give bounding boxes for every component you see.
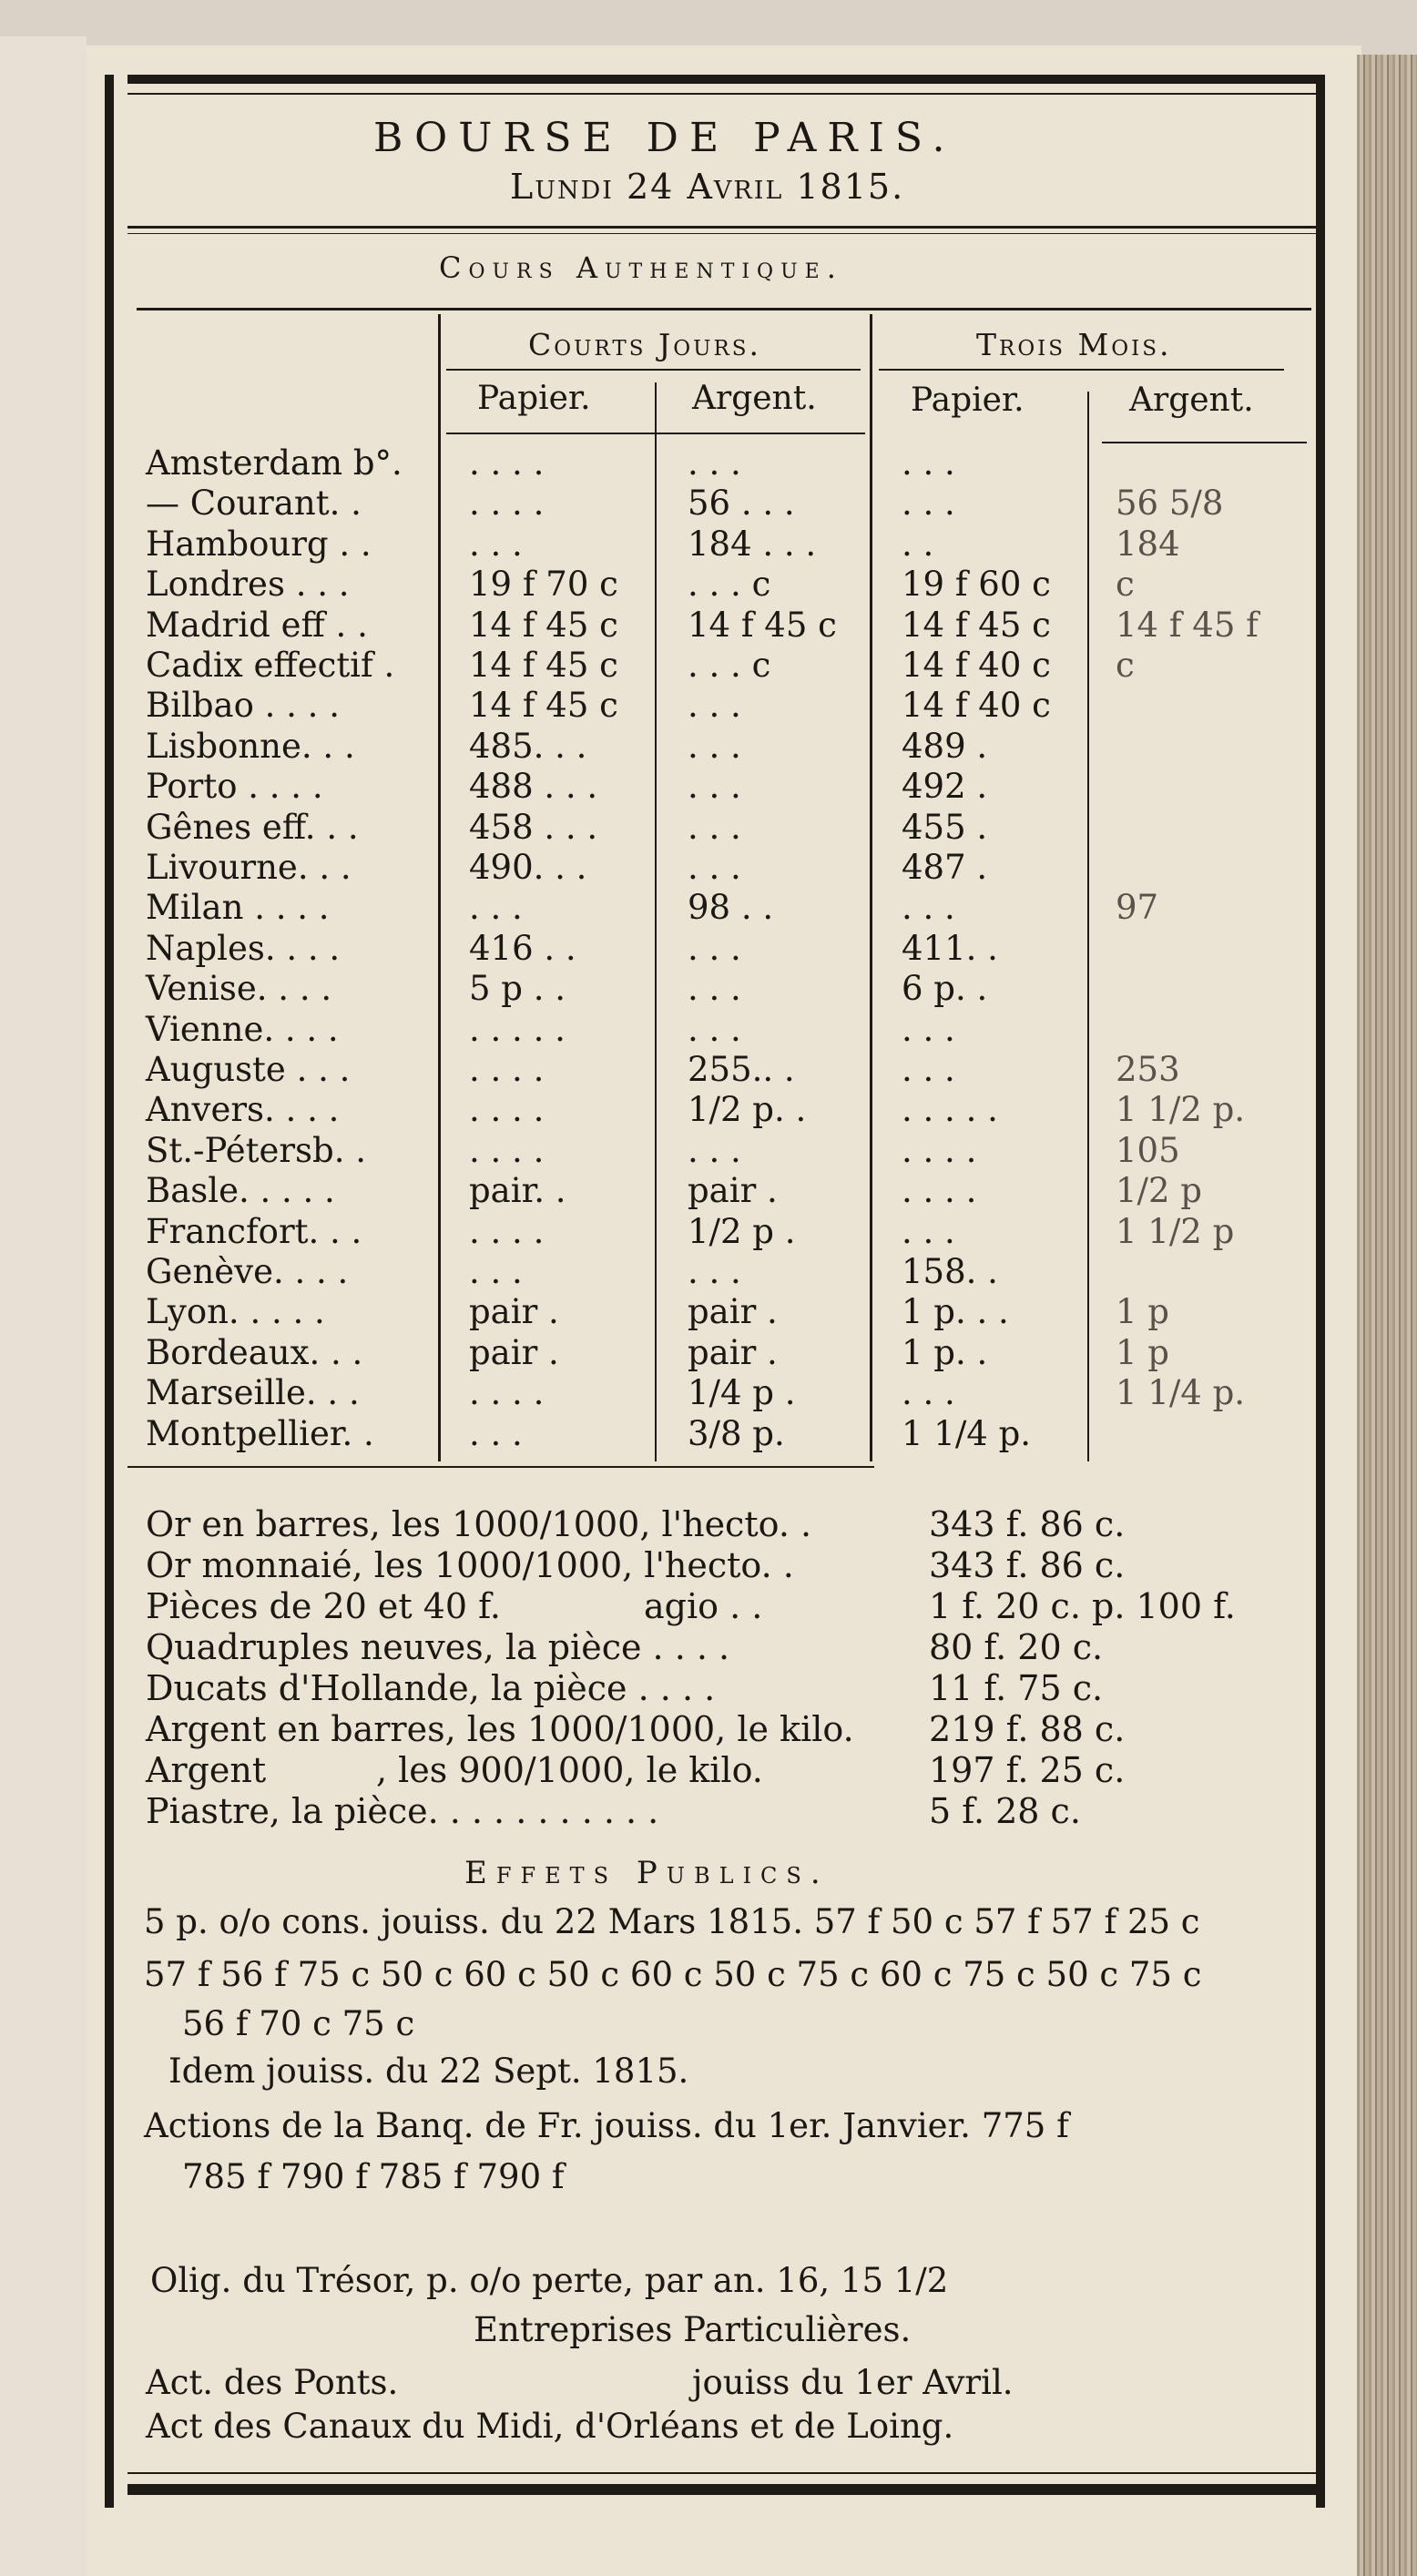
cell-trois-papier: . . .: [902, 484, 955, 523]
metal-label: Piastre, la pièce. . . . . . . . . . .: [146, 1791, 659, 1831]
cell-courts-argent: 98 . .: [688, 888, 774, 927]
cell-trois-argent: 184: [1116, 524, 1180, 564]
cell-trois-argent: 1 1/4 p.: [1116, 1373, 1246, 1412]
metal-label: Or en barres, les 1000/1000, l'hecto. .: [146, 1504, 812, 1544]
row-city-name: Lisbonne. . .: [146, 727, 355, 766]
cell-courts-papier: . . . .: [469, 1050, 545, 1089]
left-page-margin: [0, 36, 87, 2576]
cell-courts-argent: 3/8 p.: [688, 1414, 785, 1453]
cell-courts-argent: . . .: [688, 808, 741, 847]
row-city-name: Montpellier. .: [146, 1414, 374, 1453]
cell-trois-papier: . . .: [902, 1373, 955, 1412]
cell-courts-papier: 490. . .: [469, 848, 587, 887]
top-rule-thick: [127, 75, 1316, 84]
col-header-rule-right: [1102, 442, 1307, 443]
cell-trois-papier: 14 f 40 c: [902, 686, 1051, 725]
metal-value: 219 f. 88 c.: [929, 1709, 1126, 1749]
cell-trois-papier: 487 .: [902, 848, 988, 887]
cell-trois-papier: 14 f 40 c: [902, 646, 1051, 685]
cell-courts-papier: 488 . . .: [469, 767, 598, 806]
cell-trois-argent: 105: [1116, 1131, 1180, 1170]
cell-trois-argent: 56 5/8: [1116, 484, 1224, 523]
row-city-name: Francfort. . .: [146, 1212, 362, 1251]
effets-line-8b: jouiss du 1er Avril.: [692, 2363, 1014, 2402]
cell-courts-papier: . . . .: [469, 1373, 545, 1412]
row-city-name: Amsterdam b°.: [146, 443, 403, 483]
cell-courts-papier: . . . .: [469, 1212, 545, 1251]
effets-line-1: 5 p. o/o cons. jouiss. du 22 Mars 1815. 57 f 50 c 57 f 57 f 25 c: [144, 1902, 1200, 1941]
row-city-name: Bilbao . . . .: [146, 686, 340, 725]
cell-trois-argent: 1/2 p: [1116, 1171, 1202, 1210]
bottom-rule-thin: [127, 2472, 1316, 2474]
cell-trois-papier: 492 .: [902, 767, 988, 806]
effets-line-7: Olig. du Trésor, p. o/o perte, par an. 16, 15 1/2: [150, 2261, 949, 2300]
cell-trois-papier: . . .: [902, 1212, 955, 1251]
trois-underline: [879, 369, 1284, 371]
cell-courts-argent: . . .: [688, 686, 741, 725]
header-rule: [127, 226, 1316, 229]
cell-courts-papier: 416 . .: [469, 929, 576, 968]
effets-line-2: 57 f 56 f 75 c 50 c 60 c 50 c 60 c 50 c 75 c 60 c 75 c 50 c 75 c: [144, 1955, 1202, 1994]
cell-trois-papier: . . .: [902, 888, 955, 927]
cell-courts-argent: 1/2 p. .: [688, 1090, 807, 1129]
cell-trois-argent: 1 1/2 p: [1116, 1212, 1235, 1251]
cell-courts-argent: . . .: [688, 443, 741, 483]
cell-courts-argent: . . .: [688, 727, 741, 766]
metal-label: Pièces de 20 et 40 f. agio . .: [146, 1586, 763, 1626]
cell-trois-papier: 455 .: [902, 808, 988, 847]
metal-label: Argent , les 900/1000, le kilo.: [146, 1750, 763, 1790]
metal-value: 343 f. 86 c.: [929, 1504, 1126, 1544]
row-city-name: Livourne. . .: [146, 848, 352, 887]
cell-courts-papier: . . .: [469, 888, 523, 927]
cell-courts-papier: . . . .: [469, 1131, 545, 1170]
row-city-name: Genève. . . .: [146, 1252, 349, 1291]
top-rule-thin: [127, 93, 1316, 95]
row-city-name: St.-Pétersb. .: [146, 1131, 367, 1170]
cell-courts-papier: 14 f 45 c: [469, 646, 618, 685]
cell-trois-papier: . .: [902, 524, 934, 564]
cell-courts-argent: . . . c: [688, 646, 771, 685]
cell-courts-papier: . . . .: [469, 1090, 545, 1129]
cell-trois-papier: . . . .: [902, 1131, 977, 1170]
cell-courts-argent: . . .: [688, 1010, 741, 1049]
cell-trois-papier: 1 p. . .: [902, 1292, 1009, 1331]
cell-courts-argent: 255.. .: [688, 1050, 795, 1089]
cell-trois-papier: 1 1/4 p.: [902, 1414, 1032, 1453]
cell-trois-papier: . . . . .: [902, 1090, 998, 1129]
metal-value: 1 f. 20 c. p. 100 f.: [929, 1586, 1236, 1626]
row-city-name: Lyon. . . . .: [146, 1292, 325, 1331]
cell-courts-papier: pair .: [469, 1333, 559, 1372]
row-city-name: Naples. . . .: [146, 929, 341, 968]
cell-trois-argent: 14 f 45 f: [1116, 606, 1259, 645]
row-city-name: Auguste . . .: [146, 1050, 351, 1089]
section-subtitle: Cours Authentique.: [439, 250, 843, 285]
row-city-name: Milan . . . .: [146, 888, 330, 927]
cell-courts-papier: . . .: [469, 1414, 523, 1453]
cell-trois-papier: . . . .: [902, 1171, 977, 1210]
cell-trois-papier: 6 p. .: [902, 969, 988, 1008]
cell-courts-papier: 14 f 45 c: [469, 686, 618, 725]
cell-trois-papier: . . .: [902, 1010, 955, 1049]
metal-label: Argent en barres, les 1000/1000, le kilo.: [146, 1709, 854, 1749]
metal-label: Or monnaié, les 1000/1000, l'hecto. .: [146, 1545, 794, 1585]
cell-trois-papier: 411. .: [902, 929, 998, 968]
row-city-name: Marseille. . .: [146, 1373, 360, 1412]
metal-label: Quadruples neuves, la pièce . . . .: [146, 1627, 730, 1667]
vrule-names: [438, 314, 441, 1461]
cell-courts-papier: pair .: [469, 1292, 559, 1331]
group-courts-jours: Courts Jours.: [528, 327, 762, 362]
cell-courts-argent: pair .: [688, 1171, 778, 1210]
vrule-trois: [1087, 392, 1089, 1461]
metal-value: 80 f. 20 c.: [929, 1627, 1104, 1667]
cell-courts-argent: pair .: [688, 1333, 778, 1372]
bottom-rule-thick: [127, 2484, 1316, 2495]
cell-trois-papier: 19 f 60 c: [902, 565, 1051, 604]
cell-trois-papier: 158. .: [902, 1252, 998, 1291]
row-city-name: Anvers. . . .: [146, 1090, 340, 1129]
cell-trois-papier: 1 p. .: [902, 1333, 988, 1372]
col-courts-argent: Argent.: [692, 380, 817, 417]
row-city-name: Basle. . . . .: [146, 1171, 335, 1210]
cell-courts-papier: pair. .: [469, 1171, 566, 1210]
cell-courts-papier: 458 . . .: [469, 808, 598, 847]
cell-courts-papier: 14 f 45 c: [469, 606, 618, 645]
row-city-name: Vienne. . . .: [146, 1010, 339, 1049]
row-city-name: Venise. . . .: [146, 969, 332, 1008]
col-trois-papier: Papier.: [911, 382, 1025, 419]
row-city-name: Londres . . .: [146, 565, 350, 604]
effets-line-3: 56 f 70 c 75 c: [182, 2004, 415, 2043]
row-city-name: Cadix effectif .: [146, 646, 395, 685]
metal-value: 343 f. 86 c.: [929, 1545, 1126, 1585]
courts-underline: [446, 369, 861, 371]
metal-value: 197 f. 25 c.: [929, 1750, 1126, 1790]
cell-courts-argent: . . .: [688, 969, 741, 1008]
effets-line-5: Actions de la Banq. de Fr. jouiss. du 1er. Janvier. 775 f: [144, 2106, 1069, 2145]
cell-courts-argent: 1/2 p .: [688, 1212, 796, 1251]
effets-line-4: Idem jouiss. du 22 Sept. 1815.: [168, 2052, 689, 2091]
cell-courts-argent: pair .: [688, 1292, 778, 1331]
cell-courts-papier: 485. . .: [469, 727, 587, 766]
cell-courts-argent: . . . c: [688, 565, 771, 604]
row-city-name: Bordeaux. . .: [146, 1333, 363, 1372]
cell-courts-papier: . . .: [469, 1252, 523, 1291]
cell-trois-papier: 14 f 45 c: [902, 606, 1051, 645]
cell-courts-argent: 56 . . .: [688, 484, 795, 523]
cell-courts-argent: . . .: [688, 929, 741, 968]
cell-courts-argent: . . .: [688, 1131, 741, 1170]
cell-courts-papier: . . .: [469, 524, 523, 564]
group-trois-mois: Trois Mois.: [976, 327, 1172, 362]
cell-courts-papier: . . . .: [469, 443, 545, 483]
effets-line-9: Act des Canaux du Midi, d'Orléans et de Loing.: [146, 2407, 954, 2446]
cell-courts-argent: . . .: [688, 767, 741, 806]
cell-trois-papier: . . .: [902, 1050, 955, 1089]
cell-trois-argent: 97: [1116, 888, 1159, 927]
book-page-edges: [1357, 55, 1417, 2576]
effets-line-6: 785 f 790 f 785 f 790 f: [182, 2157, 565, 2196]
cell-courts-papier: 5 p . .: [469, 969, 566, 1008]
col-courts-papier: Papier.: [477, 380, 591, 417]
cell-courts-papier: . . . .: [469, 484, 545, 523]
cell-trois-argent: 1 p: [1116, 1333, 1169, 1372]
header-rule-thin: [127, 233, 1316, 234]
page-title: BOURSE DE PARIS.: [373, 115, 956, 161]
row-city-name: — Courant. .: [146, 484, 362, 523]
cell-courts-argent: 1/4 p .: [688, 1373, 796, 1412]
cell-trois-argent: c: [1116, 646, 1135, 685]
row-city-name: Porto . . . .: [146, 767, 323, 806]
cell-trois-argent: 253: [1116, 1050, 1180, 1089]
entreprises-heading: Entreprises Particulières.: [474, 2310, 912, 2349]
cell-courts-papier: 19 f 70 c: [469, 565, 618, 604]
col-trois-argent: Argent.: [1129, 382, 1254, 419]
row-city-name: Madrid eff . .: [146, 606, 368, 645]
subtitle-rule: [137, 308, 1311, 311]
cell-courts-argent: . . .: [688, 848, 741, 887]
row-city-name: Hambourg . .: [146, 524, 372, 564]
metal-value: 5 f. 28 c.: [929, 1791, 1081, 1831]
metal-label: Ducats d'Hollande, la pièce . . . .: [146, 1668, 716, 1708]
metal-value: 11 f. 75 c.: [929, 1668, 1104, 1708]
row-city-name: Gênes eff. . .: [146, 808, 359, 847]
vrule-courts: [655, 382, 657, 1461]
cell-courts-papier: . . . . .: [469, 1010, 566, 1049]
cell-trois-argent: 1 1/2 p.: [1116, 1090, 1246, 1129]
vrule-middle: [870, 314, 872, 1461]
cell-trois-papier: . . .: [902, 443, 955, 483]
cell-trois-papier: 489 .: [902, 727, 988, 766]
page-date: Lundi 24 Avril 1815.: [510, 167, 905, 207]
cell-courts-argent: . . .: [688, 1252, 741, 1291]
cell-courts-argent: 14 f 45 c: [688, 606, 837, 645]
effets-heading: Effets Publics.: [464, 1855, 830, 1891]
cell-courts-argent: 184 . . .: [688, 524, 817, 564]
cell-trois-argent: 1 p: [1116, 1292, 1169, 1331]
effets-line-8a: Act. des Ponts.: [146, 2363, 399, 2402]
table-bottom-rule: [127, 1466, 874, 1468]
cell-trois-argent: c: [1116, 565, 1135, 604]
